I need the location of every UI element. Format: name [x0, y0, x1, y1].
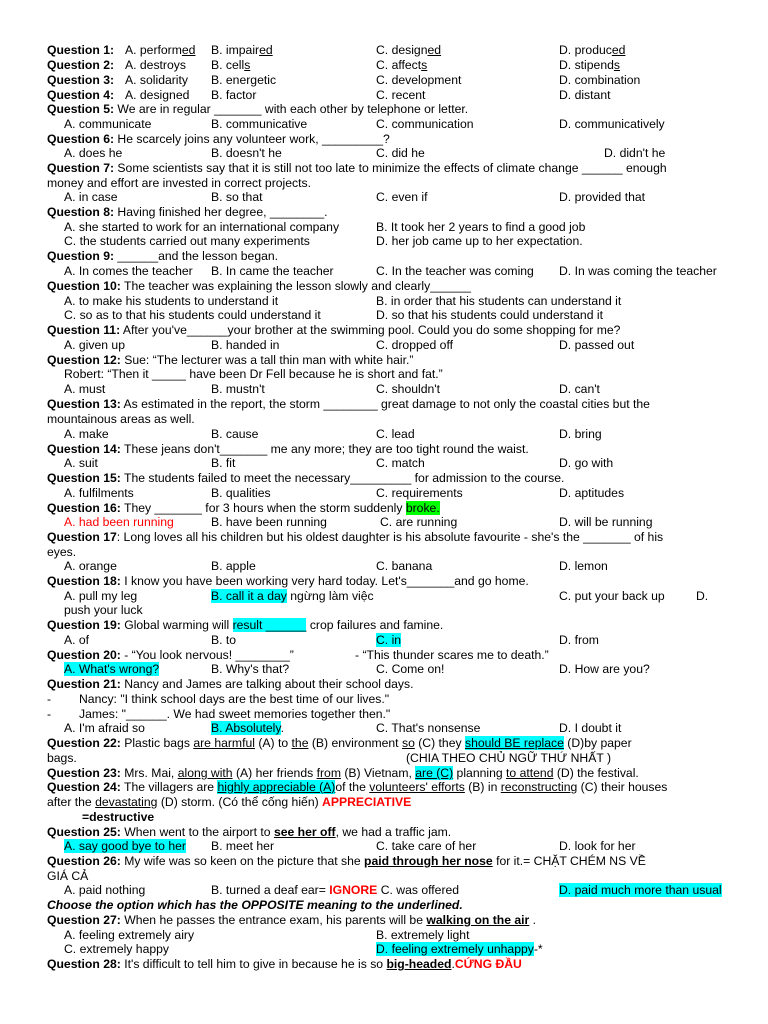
question-label: Question 3: — [47, 73, 115, 87]
question-text-cont: eyes. — [47, 545, 77, 559]
question-text: (D) storm. (Có thể cống hiến) — [157, 795, 323, 809]
option-d: D. go with — [559, 456, 614, 470]
underlined-part: s — [421, 58, 428, 72]
option-a: A. in case — [64, 190, 118, 204]
dialog-line: Nancy: "I think school days are the best time of our lives." — [79, 692, 390, 706]
option-d: D. will be running — [559, 515, 653, 529]
option-d: D. aptitudes — [559, 486, 625, 500]
question-text: Mrs. Mai, — [120, 766, 178, 780]
underlined-part: s — [244, 58, 251, 72]
question-label: Question 22: — [47, 736, 121, 750]
option-a-answer — [64, 839, 186, 853]
question-label: Question 15: — [47, 471, 121, 485]
underlined-part: ed — [427, 43, 442, 57]
question-label: Question 28: — [47, 957, 121, 971]
option-text: B. cell — [211, 58, 245, 72]
option-text: B. turned a deaf ear= — [211, 883, 330, 897]
question-label: Question 25: — [47, 825, 121, 839]
question-text: (A) to — [254, 736, 292, 750]
question-text: He scarcely joins any volunteer work, _________? — [114, 132, 390, 146]
question-text: It's difficult to tell him to give in because he is so — [120, 957, 387, 971]
underlined-part: reconstructing — [500, 780, 578, 794]
question-text-cont: bags. — [47, 751, 77, 765]
underlined-part: ed — [259, 43, 273, 57]
option-d: D. can't — [559, 382, 600, 396]
option-text: B. impair — [211, 43, 260, 57]
question-text: (B) environment — [308, 736, 402, 750]
option-d: D. distant — [559, 88, 611, 102]
option-d: D. passed out — [559, 338, 635, 352]
question-text: After you've______your brother at the swimming pool. Could you do some shopping for me? — [120, 323, 621, 337]
highlighted-answer: D. feeling extremely unhappy — [376, 942, 534, 956]
question-23 — [47, 766, 639, 780]
option-d: D. provided that — [559, 190, 646, 204]
question-text: (C) they — [414, 736, 465, 750]
question-12 — [47, 353, 413, 367]
option-d: D. — [696, 589, 709, 603]
option-a: A. make — [64, 427, 109, 441]
highlighted-word: result ______ — [232, 618, 307, 632]
option-c: C. so as to that his students could understand it — [64, 308, 321, 322]
highlighted-answer: A. say good bye to her — [64, 839, 186, 853]
option-c: C. shouldn't — [376, 382, 440, 396]
underlined-part: ed — [611, 43, 626, 57]
question-label: Question 8: — [47, 205, 115, 219]
question-text: The villagers are — [120, 780, 218, 794]
option-a: A. solidarity — [125, 73, 188, 87]
underlined-part: along with — [177, 766, 233, 780]
option-c: C. communication — [376, 117, 474, 131]
meaning-note: CỨNG ĐẦU — [454, 957, 522, 971]
question-text: These jeans don't_______ me any more; they are too tight round the waist. — [120, 442, 529, 456]
option-c: C. the students carried out many experiments — [64, 234, 310, 248]
option-d: D. How are you? — [559, 662, 650, 676]
option-d: D. I doubt it — [559, 721, 622, 735]
question-27 — [47, 913, 536, 927]
question-text: I know you have been working very hard today. Let's_______and go home. — [120, 574, 529, 588]
question-text-cont: GIÁ CẢ — [47, 869, 89, 883]
underlined-part: ed — [181, 43, 196, 57]
option-b: B. mustn't — [211, 382, 265, 396]
option-b: B. have been running — [211, 515, 327, 529]
option-d-answer — [376, 942, 543, 956]
underlined-part: s — [613, 58, 620, 72]
option-b: B. In came the teacher — [211, 264, 334, 278]
question-label: Question 16: — [47, 501, 121, 515]
question-label: Question 19: — [47, 618, 121, 632]
underlined-phrase: paid through her nose — [364, 854, 493, 868]
question-25 — [47, 825, 451, 839]
question-19 — [47, 618, 443, 632]
question-text: (D) the festival. — [553, 766, 639, 780]
highlighted-answer: D. paid much more than usual — [559, 883, 722, 897]
option-b-answer — [211, 589, 374, 603]
option-a: A. given up — [64, 338, 125, 352]
underlined-phrase: big-headed — [386, 957, 452, 971]
question-text: The students failed to meet the necessary_________ for admission to the course. — [120, 471, 565, 485]
option-c: C. That's nonsense — [376, 721, 481, 735]
question-28 — [47, 957, 522, 971]
question-text: , we had a traffic jam. — [335, 825, 452, 839]
question-text: Plastic bags — [120, 736, 194, 750]
option-a: A. paid nothing — [64, 883, 146, 897]
option-a: A. fulfilments — [64, 486, 134, 500]
question-label: Question 11: — [47, 323, 121, 337]
question-text: Sue: “The lecturer was a tall thin man with white hair.” — [120, 353, 414, 367]
question-text: (D)by paper — [563, 736, 632, 750]
option-c: C. banana — [376, 559, 433, 573]
option-b — [211, 883, 459, 897]
option-b: B. cause — [211, 427, 259, 441]
underlined-part: are harmful — [193, 736, 255, 750]
option-c: C. In the teacher was coming — [376, 264, 534, 278]
option-c: C. lead — [376, 427, 415, 441]
highlighted-answer: B. Absolutely — [211, 721, 281, 735]
question-label: Question 9: — [47, 249, 115, 263]
option-b: B. Why's that? — [211, 662, 290, 676]
option-d-cont: push your luck — [64, 603, 143, 617]
option-d: D. from — [559, 633, 599, 647]
question-21 — [47, 677, 414, 691]
dialog-line: James: "______. We had sweet memories together then." — [79, 707, 391, 721]
option-c: C. recent — [376, 88, 426, 102]
option-c — [376, 43, 441, 57]
underlined-part: volunteers' efforts — [369, 780, 465, 794]
question-text: As estimated in the report, the storm ________ great damage to not only the coastal cities but the — [120, 397, 650, 411]
highlighted-answer: C. in — [376, 633, 402, 647]
option-a: A. must — [64, 382, 106, 396]
correction-note: (CHIA THEO CHỦ NGỮ THỨ NHẤT ) — [406, 751, 611, 765]
question-label: Question 2: — [47, 58, 115, 72]
question-4 — [47, 88, 114, 102]
question-text: Nancy and James are talking about their school days. — [120, 677, 414, 691]
question-label: Question 17 — [47, 530, 117, 544]
option-c: C. are running — [380, 515, 458, 529]
option-b: B. It took her 2 years to find a good job — [376, 220, 586, 234]
synonym-note: =destructive — [82, 810, 155, 824]
question-11 — [47, 323, 620, 337]
question-text: When he passes the entrance exam, his parents will be — [120, 913, 427, 927]
question-label: Question 21: — [47, 677, 121, 691]
question-8 — [47, 205, 327, 219]
question-label: Question 1: — [47, 43, 115, 57]
question-1 — [47, 43, 114, 57]
question-text-cont — [47, 795, 411, 809]
option-b: B. in order that his students can understand it — [376, 294, 622, 308]
question-text: Having finished her degree, ________. — [114, 205, 328, 219]
option-a: A. to make his students to understand it — [64, 294, 279, 308]
question-24 — [47, 780, 667, 794]
option-c: C. dropped off — [376, 338, 454, 352]
highlighted-error: highly appreciable (A) — [217, 780, 336, 794]
option-c: C. did he — [376, 146, 425, 160]
question-16 — [47, 501, 440, 515]
option-d — [559, 43, 625, 57]
option-d: D. didn't he — [604, 146, 666, 160]
option-c: C. put your back up — [559, 589, 665, 603]
question-label: Question 12: — [47, 353, 121, 367]
option-a: A. destroys — [125, 58, 186, 72]
question-text: Some scientists say that it is still not too late to minimize the effects of climate change ______ enough — [114, 161, 667, 175]
dialog-dash: - — [47, 692, 52, 706]
option-c: C. take care of her — [376, 839, 477, 853]
question-label: Question 27: — [47, 913, 121, 927]
question-label: Question 18: — [47, 574, 121, 588]
question-text: of the — [335, 780, 370, 794]
option-a-answer — [64, 662, 159, 676]
question-label: Question 7: — [47, 161, 115, 175]
option-c: C. extremely happy — [64, 942, 169, 956]
option-a: A. feeling extremely airy — [64, 928, 195, 942]
highlighted-error: are (C) — [415, 766, 454, 780]
question-3 — [47, 73, 114, 87]
option-text: . — [280, 721, 284, 735]
option-c: C. development — [376, 73, 462, 87]
question-15 — [47, 471, 564, 485]
highlighted-answer: B. call it a day — [211, 589, 287, 603]
option-d: D. lemon — [559, 559, 608, 573]
question-label: Question 20: — [47, 648, 121, 662]
question-2 — [47, 58, 114, 72]
highlighted-error: should BE replace — [464, 736, 564, 750]
question-text: Global warming will — [120, 618, 233, 632]
option-b — [211, 58, 250, 72]
question-text: . — [451, 957, 455, 971]
question-text: : Long loves all his children but his oldest daughter is his absolute favourite - she's the _______ of his — [116, 530, 664, 544]
question-22 — [47, 736, 632, 750]
option-d: D. so that his students could understand it — [376, 308, 603, 322]
question-text: planning — [453, 766, 507, 780]
option-a: A. communicate — [64, 117, 152, 131]
option-c: C. Come on! — [376, 662, 445, 676]
option-d: D. look for her — [559, 839, 636, 853]
underlined-part: from — [316, 766, 341, 780]
option-text: A. perform — [125, 43, 182, 57]
option-text: D. stipend — [559, 58, 614, 72]
option-b: B. qualities — [211, 486, 271, 500]
question-6 — [47, 132, 390, 146]
question-label: Question 5: — [47, 102, 115, 116]
option-c: C. requirements — [376, 486, 463, 500]
question-text-cont: Robert: “Then it _____ have been Dr Fell because he is short and fat.” — [64, 367, 443, 381]
option-a-answer: A. had been running — [64, 515, 174, 529]
underlined-part: the — [291, 736, 309, 750]
underlined-phrase: walking on the air — [426, 913, 530, 927]
question-label: Question 23: — [47, 766, 121, 780]
question-text: The teacher was explaining the lesson slowly and clearly______ — [120, 279, 471, 293]
question-text-reply: - “This thunder scares me to death.” — [355, 648, 549, 662]
question-18 — [47, 574, 529, 588]
option-d: D. combination — [559, 73, 641, 87]
option-a: A. designed — [125, 88, 190, 102]
question-26 — [47, 854, 646, 868]
question-label: Question 6: — [47, 132, 115, 146]
option-b: B. fit — [211, 456, 236, 470]
question-14 — [47, 442, 529, 456]
question-text: . — [529, 913, 537, 927]
underlined-part: devastating — [95, 795, 158, 809]
option-text: D. produc — [559, 43, 612, 57]
option-a: A. suit — [64, 456, 98, 470]
option-b: B. so that — [211, 190, 263, 204]
option-d: D. In was coming the teacher — [559, 264, 717, 278]
underlined-phrase: see her off — [273, 825, 336, 839]
question-text: My wife was so keen on the picture that she — [120, 854, 365, 868]
question-text: When went to the airport to — [120, 825, 274, 839]
question-5 — [47, 102, 468, 116]
question-text-cont: mountainous areas as well. — [47, 412, 195, 426]
option-text: C. design — [376, 43, 428, 57]
option-a — [125, 43, 195, 57]
question-7 — [47, 161, 667, 175]
question-13 — [47, 397, 650, 411]
meaning-note: IGNORE — [329, 883, 378, 897]
question-17 — [47, 530, 663, 544]
underlined-part: to attend — [506, 766, 554, 780]
option-b: B. apple — [211, 559, 256, 573]
highlighted-answer: A. What's wrong? — [64, 662, 160, 676]
option-a: A. pull my leg — [64, 589, 138, 603]
question-text: (B) in — [464, 780, 501, 794]
question-label: Question 10: — [47, 279, 121, 293]
option-b: B. energetic — [211, 73, 277, 87]
question-text-cont: money and effort are invested in correct projects. — [47, 176, 311, 190]
underlined-part: so — [401, 736, 415, 750]
option-a: A. she started to work for an international company — [64, 220, 340, 234]
question-text: - “You look nervous! ________” — [120, 648, 294, 662]
option-a: A. I'm afraid so — [64, 721, 145, 735]
option-b: B. handed in — [211, 338, 280, 352]
correction-answer: APPRECIATIVE — [322, 795, 412, 809]
question-9 — [47, 249, 278, 263]
option-b: B. communicative — [211, 117, 308, 131]
question-text: crop failures and famine. — [306, 618, 444, 632]
question-label: Question 24: — [47, 780, 121, 794]
option-d: D. her job came up to her expectation. — [376, 234, 583, 248]
question-text: (B) Vietnam, — [340, 766, 416, 780]
option-c: C. was offered — [377, 883, 460, 897]
question-label: Question 4: — [47, 88, 115, 102]
option-d-answer — [559, 883, 722, 897]
option-d: D. communicatively — [559, 117, 665, 131]
question-10 — [47, 279, 471, 293]
option-a: A. of — [64, 633, 90, 647]
option-text: C. affect — [376, 58, 422, 72]
question-label: Question 13: — [47, 397, 121, 411]
question-20 — [47, 648, 294, 662]
option-c-answer — [376, 633, 401, 647]
option-b: B. extremely light — [376, 928, 470, 942]
option-b: B. doesn't he — [211, 146, 282, 160]
question-label: Question 14: — [47, 442, 121, 456]
option-c — [376, 58, 427, 72]
question-text: (A) her friends — [232, 766, 317, 780]
option-text: -* — [533, 942, 543, 956]
highlighted-word: broke. — [405, 501, 440, 515]
option-b: B. factor — [211, 88, 257, 102]
dialog-dash: - — [47, 707, 52, 721]
question-label: Question 26: — [47, 854, 121, 868]
question-text: ______and the lesson began. — [114, 249, 279, 263]
option-d: D. bring — [559, 427, 602, 441]
option-b — [211, 43, 273, 57]
question-text: after the — [47, 795, 96, 809]
question-text: They _______ for 3 hours when the storm suddenly — [120, 501, 406, 515]
option-a: A. does he — [64, 146, 123, 160]
option-c: C. even if — [376, 190, 428, 204]
section-instruction: Choose the option which has the OPPOSITE meaning to the underlined. — [47, 898, 463, 912]
translation-note: ngừng làm việc — [286, 589, 374, 603]
option-b: B. to — [211, 633, 237, 647]
option-c: C. match — [376, 456, 425, 470]
option-b: B. meet her — [211, 839, 274, 853]
question-text: We are in regular _______ with each other by telephone or letter. — [114, 102, 469, 116]
question-text: (C) their houses — [577, 780, 668, 794]
option-b-answer — [211, 721, 284, 735]
option-d — [559, 58, 620, 72]
option-a: A. orange — [64, 559, 117, 573]
question-text: for it.= CHẶT CHÉM NS VỀ — [492, 854, 646, 868]
option-a: A. In comes the teacher — [64, 264, 193, 278]
